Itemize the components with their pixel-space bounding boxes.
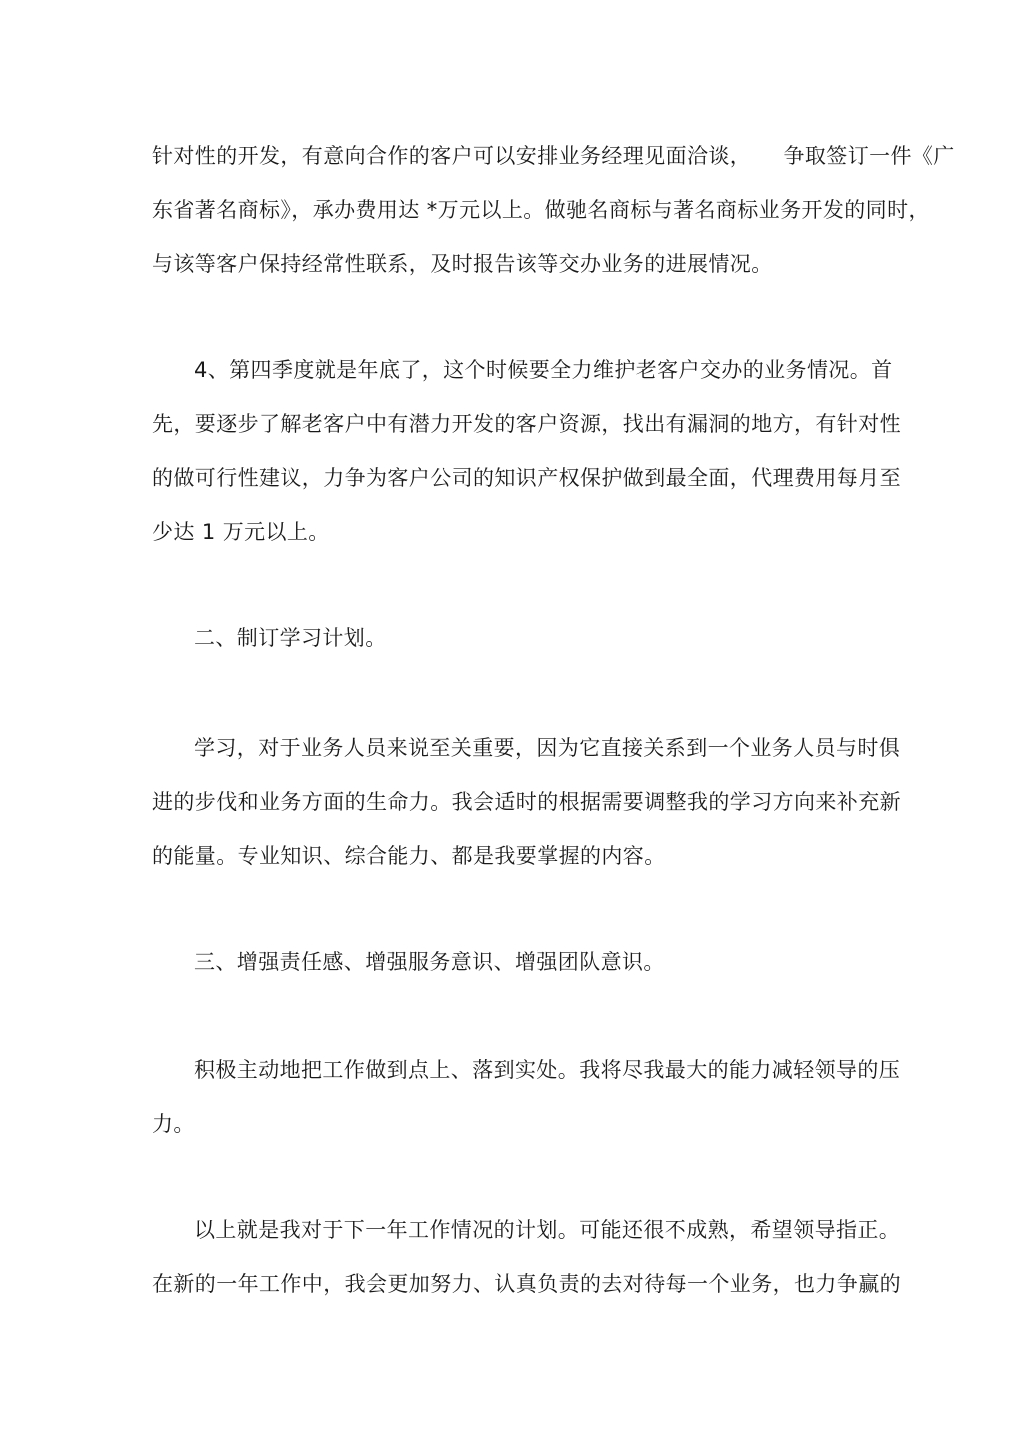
paragraph-4-line-2: 力。 [152, 1112, 195, 1136]
paragraph-3-line-2: 进的步伐和业务方面的生命力。我会适时的根据需要调整我的学习方向来补充新 [152, 790, 901, 814]
paragraph-2-line-2: 先，要逐步了解老客户中有潜力开发的客户资源，找出有漏洞的地方，有针对性 [152, 412, 901, 436]
paragraph-1-line-3: 与该等客户保持经常性联系，及时报告该等交办业务的进展情况。 [152, 252, 773, 276]
paragraph-2-line-1: 4、第四季度就是年底了，这个时候要全力维护老客户交办的业务情况。首 [194, 358, 893, 382]
paragraph-4-line-1: 积极主动地把工作做到点上、落到实处。我将尽我最大的能力减轻领导的压 [194, 1058, 901, 1082]
paragraph-5-line-1: 以上就是我对于下一年工作情况的计划。可能还很不成熟，希望领导指正。 [194, 1218, 901, 1242]
section-heading-learning-plan: 二、制订学习计划。 [194, 626, 387, 650]
paragraph-3-line-1: 学习，对于业务人员来说至关重要，因为它直接关系到一个业务人员与时俱 [194, 736, 901, 760]
paragraph-1-line-1: 针对性的开发，有意向合作的客户可以安排业务经理见面洽谈， 争取签订一件《广 [152, 144, 955, 168]
paragraph-2-line-4: 少达 1 万元以上。 [152, 520, 330, 544]
paragraph-5-line-2: 在新的一年工作中，我会更加努力、认真负责的去对待每一个业务，也力争赢的 [152, 1272, 901, 1296]
paragraph-3-line-3: 的能量。专业知识、综合能力、都是我要掌握的内容。 [152, 844, 666, 868]
paragraph-1-line-2: 东省著名商标》，承办费用达 *万元以上。做驰名商标与著名商标业务开发的同时， [152, 198, 930, 222]
section-heading-responsibility: 三、增强责任感、增强服务意识、增强团队意识。 [194, 950, 665, 974]
paragraph-2-line-3: 的做可行性建议，力争为客户公司的知识产权保护做到最全面，代理费用每月至 [152, 466, 901, 490]
